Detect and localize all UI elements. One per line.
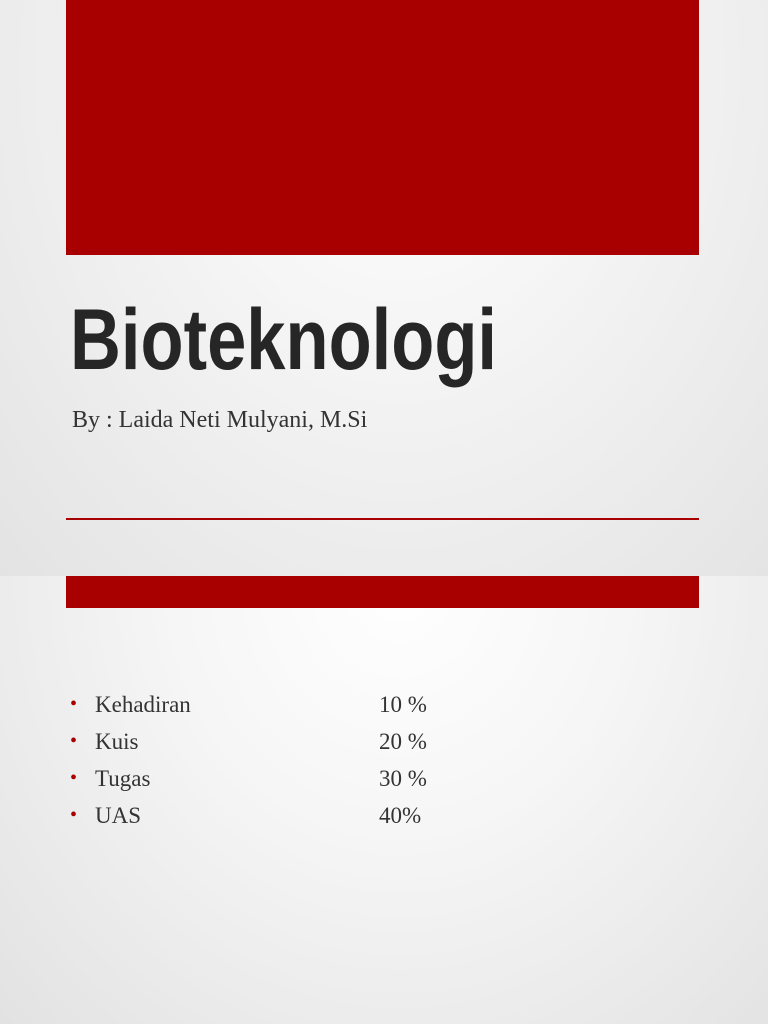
bullet-icon: • xyxy=(70,804,78,826)
title-divider-line xyxy=(66,518,699,520)
grading-item-percentage: 10 % xyxy=(379,692,427,717)
slide-subtitle-author: By : Laida Neti Mulyani, M.Si xyxy=(72,407,368,433)
grading-slide xyxy=(0,576,768,1024)
grading-item-label: Kuis xyxy=(95,729,139,754)
grading-item-percentage: 40% xyxy=(379,803,422,828)
grading-item-label: UAS xyxy=(95,803,142,828)
slide-title: Bioteknologi xyxy=(70,292,498,388)
grading-item-label: Kehadiran xyxy=(95,692,191,717)
grading-item-percentage: 20 % xyxy=(379,729,427,754)
grading-slide-red-banner xyxy=(66,576,699,608)
bullet-icon: • xyxy=(70,767,78,789)
title-slide-red-banner xyxy=(66,0,699,255)
bullet-icon: • xyxy=(70,730,78,752)
grading-item-percentage: 30 % xyxy=(379,766,427,791)
bullet-icon: • xyxy=(70,693,78,715)
grading-item-label: Tugas xyxy=(95,766,151,791)
